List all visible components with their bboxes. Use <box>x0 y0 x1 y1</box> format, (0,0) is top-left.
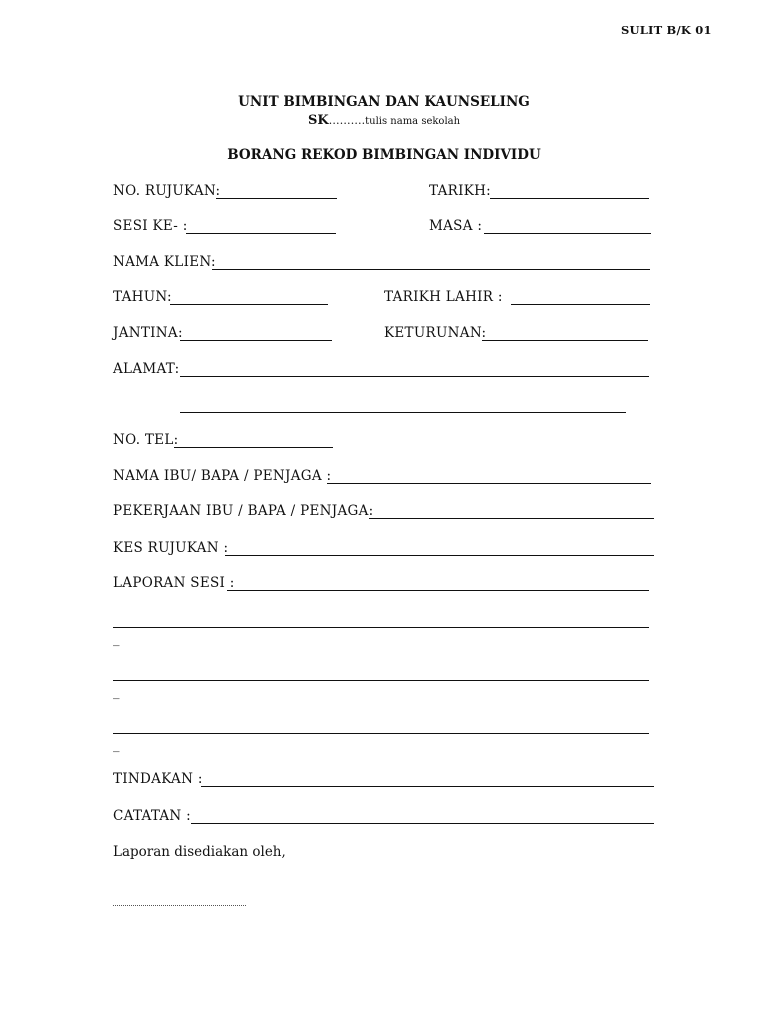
laporan-dash-1: _ <box>113 632 120 647</box>
school-dots: ………. <box>328 114 366 127</box>
laporan-sesi-line-1[interactable] <box>227 590 649 591</box>
laporan-sesi-line-2[interactable] <box>113 627 649 628</box>
sesi-ke-line[interactable] <box>186 233 336 234</box>
nama-klien-line[interactable] <box>212 269 650 270</box>
no-rujukan-line[interactable] <box>216 198 337 199</box>
unit-title: UNIT BIMBINGAN DAN KAUNSELING <box>238 94 530 110</box>
kes-rujukan-label: KES RUJUKAN : <box>113 540 229 556</box>
tarikh-line[interactable] <box>490 198 649 199</box>
signature-line[interactable] <box>113 905 246 906</box>
catatan-label: CATATAN : <box>113 808 191 824</box>
masa-label: MASA : <box>429 218 483 234</box>
tarikh-label: TARIKH: <box>429 183 492 199</box>
pekerjaan-penjaga-label: PEKERJAAN IBU / BAPA / PENJAGA: <box>113 503 374 519</box>
keturunan-label: KETURUNAN: <box>384 325 487 341</box>
school-prefix: SK <box>307 113 329 128</box>
jantina-label: JANTINA: <box>113 325 183 341</box>
prepared-by-label: Laporan disediakan oleh, <box>113 844 286 860</box>
alamat-label: ALAMAT: <box>113 361 180 377</box>
pekerjaan-penjaga-line[interactable] <box>369 518 654 519</box>
tindakan-label: TINDAKAN : <box>113 771 203 787</box>
school-line <box>0 113 768 128</box>
keturunan-line[interactable] <box>482 340 648 341</box>
school-hint: tulis nama sekolah <box>365 116 461 127</box>
laporan-sesi-label: LAPORAN SESI : <box>113 575 235 591</box>
sesi-ke-label: SESI KE- : <box>113 218 188 234</box>
nama-klien-label: NAMA KLIEN: <box>113 254 216 270</box>
no-tel-line[interactable] <box>174 447 333 448</box>
tahun-label: TAHUN: <box>113 289 172 305</box>
no-tel-label: NO. TEL: <box>113 432 179 448</box>
masa-line[interactable] <box>484 233 651 234</box>
alamat-line-2[interactable] <box>180 412 626 413</box>
nama-penjaga-line[interactable] <box>327 483 651 484</box>
alamat-line-1[interactable] <box>180 376 649 377</box>
tarikh-lahir-line[interactable] <box>511 304 650 305</box>
tahun-line[interactable] <box>170 304 328 305</box>
document-code: SULIT B/K 01 <box>621 23 712 37</box>
laporan-sesi-line-4[interactable] <box>113 733 649 734</box>
form-title: BORANG REKOD BIMBINGAN INDIVIDU <box>227 147 541 163</box>
no-rujukan-label: NO. RUJUKAN: <box>113 183 221 199</box>
kes-rujukan-line[interactable] <box>225 555 654 556</box>
laporan-dash-2: _ <box>113 685 120 700</box>
tarikh-lahir-label: TARIKH LAHIR : <box>384 289 503 305</box>
tindakan-line[interactable] <box>201 786 654 787</box>
laporan-dash-3: _ <box>113 738 120 753</box>
nama-penjaga-label: NAMA IBU/ BAPA / PENJAGA : <box>113 468 332 484</box>
laporan-sesi-line-3[interactable] <box>113 680 649 681</box>
catatan-line[interactable] <box>191 823 654 824</box>
jantina-line[interactable] <box>180 340 332 341</box>
